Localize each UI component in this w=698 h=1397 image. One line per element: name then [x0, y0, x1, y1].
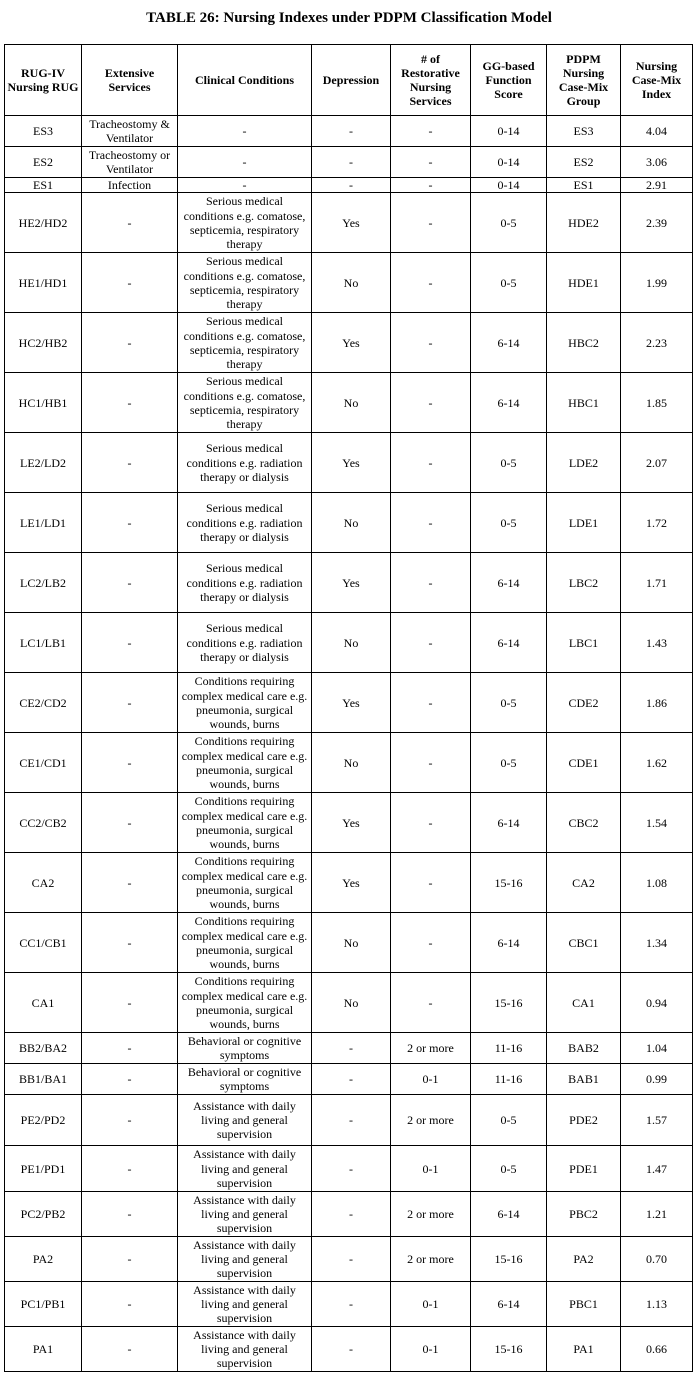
cmi-cell: 1.47: [621, 1146, 693, 1192]
col-header-clinical: Clinical Conditions: [178, 45, 312, 116]
rug-cell: CA2: [5, 853, 82, 913]
extensive-cell: -: [82, 733, 178, 793]
extensive-cell: Tracheostomy or Ventilator: [82, 147, 178, 178]
pdpm-group-cell: HBC2: [547, 313, 621, 373]
clinical-cell: -: [178, 147, 312, 178]
extensive-cell: -: [82, 1282, 178, 1327]
restorative-cell: -: [391, 673, 471, 733]
table-row: [5, 553, 693, 613]
depression-cell: Yes: [312, 853, 391, 913]
cmi-cell: 1.99: [621, 253, 693, 313]
restorative-cell: -: [391, 116, 471, 147]
rug-cell: CC2/CB2: [5, 793, 82, 853]
nursing-index-table: [4, 44, 693, 1372]
cmi-cell: 1.85: [621, 373, 693, 433]
extensive-cell: -: [82, 673, 178, 733]
table-row: [5, 1095, 693, 1146]
depression-cell: -: [312, 1064, 391, 1095]
rug-cell: PE2/PD2: [5, 1095, 82, 1146]
clinical-cell: Behavioral or cognitive symptoms: [178, 1064, 312, 1095]
extensive-cell: -: [82, 1327, 178, 1372]
depression-cell: -: [312, 1033, 391, 1064]
restorative-cell: -: [391, 313, 471, 373]
depression-cell: Yes: [312, 793, 391, 853]
function-score-cell: 0-14: [471, 116, 547, 147]
header-row: [5, 45, 693, 116]
cmi-cell: 1.72: [621, 493, 693, 553]
function-score-cell: 11-16: [471, 1064, 547, 1095]
cmi-cell: 0.66: [621, 1327, 693, 1372]
table-row: [5, 1146, 693, 1192]
cmi-cell: 1.86: [621, 673, 693, 733]
cmi-cell: 4.04: [621, 116, 693, 147]
depression-cell: -: [312, 1095, 391, 1146]
clinical-cell: Assistance with daily living and general supervision: [178, 1095, 312, 1146]
table-row: [5, 913, 693, 973]
function-score-cell: 0-5: [471, 1095, 547, 1146]
pdpm-group-cell: PA2: [547, 1237, 621, 1282]
clinical-cell: Serious medical conditions e.g. radiation therapy or dialysis: [178, 493, 312, 553]
extensive-cell: -: [82, 373, 178, 433]
rug-cell: LE1/LD1: [5, 493, 82, 553]
depression-cell: -: [312, 1192, 391, 1237]
extensive-cell: -: [82, 553, 178, 613]
pdpm-group-cell: LBC2: [547, 553, 621, 613]
rug-cell: PE1/PD1: [5, 1146, 82, 1192]
restorative-cell: 0-1: [391, 1146, 471, 1192]
clinical-cell: Serious medical conditions e.g. radiation therapy or dialysis: [178, 613, 312, 673]
cmi-cell: 2.07: [621, 433, 693, 493]
col-header-restorative: # of Restorative Nursing Services: [391, 45, 471, 116]
table-row: [5, 178, 693, 193]
function-score-cell: 15-16: [471, 1327, 547, 1372]
clinical-cell: Assistance with daily living and general supervision: [178, 1327, 312, 1372]
function-score-cell: 0-5: [471, 493, 547, 553]
clinical-cell: Serious medical conditions e.g. comatose, septicemia, respiratory therapy: [178, 253, 312, 313]
cmi-cell: 2.91: [621, 178, 693, 193]
function-score-cell: 6-14: [471, 553, 547, 613]
rug-cell: LE2/LD2: [5, 433, 82, 493]
depression-cell: No: [312, 733, 391, 793]
restorative-cell: -: [391, 793, 471, 853]
table-row: [5, 733, 693, 793]
restorative-cell: 2 or more: [391, 1237, 471, 1282]
table-row: [5, 433, 693, 493]
depression-cell: No: [312, 373, 391, 433]
function-score-cell: 6-14: [471, 373, 547, 433]
function-score-cell: 0-5: [471, 673, 547, 733]
depression-cell: -: [312, 178, 391, 193]
function-score-cell: 15-16: [471, 853, 547, 913]
table-row: [5, 253, 693, 313]
function-score-cell: 6-14: [471, 1282, 547, 1327]
rug-cell: CE1/CD1: [5, 733, 82, 793]
table-row: [5, 1192, 693, 1237]
extensive-cell: -: [82, 853, 178, 913]
col-header-pdpm-group: PDPM Nursing Case-Mix Group: [547, 45, 621, 116]
function-score-cell: 11-16: [471, 1033, 547, 1064]
cmi-cell: 0.70: [621, 1237, 693, 1282]
pdpm-group-cell: LBC1: [547, 613, 621, 673]
col-header-rug: RUG-IV Nursing RUG: [5, 45, 82, 116]
depression-cell: No: [312, 613, 391, 673]
restorative-cell: -: [391, 613, 471, 673]
pdpm-group-cell: ES2: [547, 147, 621, 178]
table-row: [5, 493, 693, 553]
clinical-cell: Conditions requiring complex medical care e.g. pneumonia, surgical wounds, burns: [178, 733, 312, 793]
table-title: TABLE 26: Nursing Indexes under PDPM Classification Model: [146, 10, 552, 26]
table-row: [5, 1237, 693, 1282]
depression-cell: No: [312, 253, 391, 313]
pdpm-group-cell: HDE1: [547, 253, 621, 313]
table-row: [5, 1282, 693, 1327]
cmi-cell: 1.13: [621, 1282, 693, 1327]
function-score-cell: 6-14: [471, 313, 547, 373]
clinical-cell: Assistance with daily living and general supervision: [178, 1146, 312, 1192]
rug-cell: LC1/LB1: [5, 613, 82, 673]
depression-cell: -: [312, 1327, 391, 1372]
function-score-cell: 0-5: [471, 1146, 547, 1192]
rug-cell: HE1/HD1: [5, 253, 82, 313]
pdpm-group-cell: PBC1: [547, 1282, 621, 1327]
function-score-cell: 15-16: [471, 973, 547, 1033]
restorative-cell: 2 or more: [391, 1033, 471, 1064]
rug-cell: HC2/HB2: [5, 313, 82, 373]
restorative-cell: -: [391, 733, 471, 793]
restorative-cell: 0-1: [391, 1282, 471, 1327]
table-row: [5, 793, 693, 853]
function-score-cell: 6-14: [471, 793, 547, 853]
extensive-cell: -: [82, 1237, 178, 1282]
depression-cell: Yes: [312, 313, 391, 373]
table-row: [5, 193, 693, 253]
function-score-cell: 0-5: [471, 433, 547, 493]
table-row: [5, 1064, 693, 1095]
extensive-cell: -: [82, 1146, 178, 1192]
extensive-cell: -: [82, 433, 178, 493]
cmi-cell: 1.43: [621, 613, 693, 673]
cmi-cell: 1.62: [621, 733, 693, 793]
extensive-cell: -: [82, 973, 178, 1033]
rug-cell: ES1: [5, 178, 82, 193]
depression-cell: Yes: [312, 433, 391, 493]
clinical-cell: Assistance with daily living and general supervision: [178, 1192, 312, 1237]
cmi-cell: 1.34: [621, 913, 693, 973]
cmi-cell: 1.57: [621, 1095, 693, 1146]
clinical-cell: Assistance with daily living and general supervision: [178, 1237, 312, 1282]
restorative-cell: -: [391, 493, 471, 553]
rug-cell: ES2: [5, 147, 82, 178]
restorative-cell: -: [391, 913, 471, 973]
function-score-cell: 0-5: [471, 193, 547, 253]
restorative-cell: 2 or more: [391, 1192, 471, 1237]
clinical-cell: Serious medical conditions e.g. radiation therapy or dialysis: [178, 433, 312, 493]
cmi-cell: 1.71: [621, 553, 693, 613]
restorative-cell: 0-1: [391, 1327, 471, 1372]
pdpm-group-cell: CA2: [547, 853, 621, 913]
extensive-cell: -: [82, 253, 178, 313]
table-row: [5, 973, 693, 1033]
rug-cell: HE2/HD2: [5, 193, 82, 253]
extensive-cell: -: [82, 1192, 178, 1237]
pdpm-group-cell: CBC2: [547, 793, 621, 853]
rug-cell: BB2/BA2: [5, 1033, 82, 1064]
rug-cell: LC2/LB2: [5, 553, 82, 613]
function-score-cell: 0-5: [471, 253, 547, 313]
pdpm-group-cell: LDE1: [547, 493, 621, 553]
rug-cell: PC2/PB2: [5, 1192, 82, 1237]
pdpm-group-cell: LDE2: [547, 433, 621, 493]
restorative-cell: -: [391, 973, 471, 1033]
depression-cell: Yes: [312, 193, 391, 253]
depression-cell: -: [312, 1146, 391, 1192]
cmi-cell: 1.21: [621, 1192, 693, 1237]
clinical-cell: Serious medical conditions e.g. comatose, septicemia, respiratory therapy: [178, 193, 312, 253]
pdpm-group-cell: CBC1: [547, 913, 621, 973]
table-row: [5, 116, 693, 147]
clinical-cell: Conditions requiring complex medical care e.g. pneumonia, surgical wounds, burns: [178, 913, 312, 973]
depression-cell: -: [312, 147, 391, 178]
extensive-cell: -: [82, 193, 178, 253]
depression-cell: No: [312, 973, 391, 1033]
pdpm-group-cell: PDE2: [547, 1095, 621, 1146]
depression-cell: -: [312, 116, 391, 147]
clinical-cell: Conditions requiring complex medical care e.g. pneumonia, surgical wounds, burns: [178, 853, 312, 913]
depression-cell: -: [312, 1237, 391, 1282]
clinical-cell: Serious medical conditions e.g. radiation therapy or dialysis: [178, 553, 312, 613]
restorative-cell: -: [391, 373, 471, 433]
table-row: [5, 313, 693, 373]
extensive-cell: -: [82, 1095, 178, 1146]
table-row: [5, 1327, 693, 1372]
clinical-cell: Conditions requiring complex medical care e.g. pneumonia, surgical wounds, burns: [178, 793, 312, 853]
extensive-cell: Infection: [82, 178, 178, 193]
pdpm-group-cell: BAB2: [547, 1033, 621, 1064]
function-score-cell: 6-14: [471, 613, 547, 673]
pdpm-group-cell: ES1: [547, 178, 621, 193]
depression-cell: No: [312, 913, 391, 973]
rug-cell: CC1/CB1: [5, 913, 82, 973]
cmi-cell: 2.23: [621, 313, 693, 373]
function-score-cell: 0-14: [471, 147, 547, 178]
pdpm-group-cell: CDE2: [547, 673, 621, 733]
pdpm-group-cell: PA1: [547, 1327, 621, 1372]
rug-cell: CA1: [5, 973, 82, 1033]
restorative-cell: -: [391, 853, 471, 913]
clinical-cell: Serious medical conditions e.g. comatose, septicemia, respiratory therapy: [178, 313, 312, 373]
function-score-cell: 6-14: [471, 913, 547, 973]
rug-cell: ES3: [5, 116, 82, 147]
pdpm-group-cell: PBC2: [547, 1192, 621, 1237]
table-row: [5, 613, 693, 673]
rug-cell: PC1/PB1: [5, 1282, 82, 1327]
rug-cell: CE2/CD2: [5, 673, 82, 733]
cmi-cell: 2.39: [621, 193, 693, 253]
cmi-cell: 3.06: [621, 147, 693, 178]
extensive-cell: -: [82, 913, 178, 973]
restorative-cell: 0-1: [391, 1064, 471, 1095]
restorative-cell: -: [391, 193, 471, 253]
depression-cell: -: [312, 1282, 391, 1327]
pdpm-group-cell: ES3: [547, 116, 621, 147]
cmi-cell: 0.99: [621, 1064, 693, 1095]
depression-cell: Yes: [312, 553, 391, 613]
restorative-cell: -: [391, 178, 471, 193]
pdpm-group-cell: PDE1: [547, 1146, 621, 1192]
clinical-cell: -: [178, 178, 312, 193]
restorative-cell: -: [391, 253, 471, 313]
pdpm-group-cell: HDE2: [547, 193, 621, 253]
clinical-cell: Serious medical conditions e.g. comatose, septicemia, respiratory therapy: [178, 373, 312, 433]
col-header-cmi: Nursing Case-Mix Index: [621, 45, 693, 116]
rug-cell: HC1/HB1: [5, 373, 82, 433]
cmi-cell: 1.54: [621, 793, 693, 853]
table-row: [5, 147, 693, 178]
depression-cell: No: [312, 493, 391, 553]
col-header-extensive: Extensive Services: [82, 45, 178, 116]
restorative-cell: -: [391, 433, 471, 493]
clinical-cell: -: [178, 116, 312, 147]
table-row: [5, 373, 693, 433]
restorative-cell: 2 or more: [391, 1095, 471, 1146]
pdpm-group-cell: BAB1: [547, 1064, 621, 1095]
extensive-cell: -: [82, 1033, 178, 1064]
extensive-cell: -: [82, 493, 178, 553]
function-score-cell: 0-14: [471, 178, 547, 193]
rug-cell: PA1: [5, 1327, 82, 1372]
cmi-cell: 0.94: [621, 973, 693, 1033]
clinical-cell: Assistance with daily living and general supervision: [178, 1282, 312, 1327]
table-row: [5, 673, 693, 733]
extensive-cell: -: [82, 313, 178, 373]
restorative-cell: -: [391, 553, 471, 613]
extensive-cell: -: [82, 793, 178, 853]
extensive-cell: -: [82, 1064, 178, 1095]
clinical-cell: Behavioral or cognitive symptoms: [178, 1033, 312, 1064]
restorative-cell: -: [391, 147, 471, 178]
extensive-cell: Tracheostomy & Ventilator: [82, 116, 178, 147]
pdpm-group-cell: CA1: [547, 973, 621, 1033]
function-score-cell: 0-5: [471, 733, 547, 793]
cmi-cell: 1.08: [621, 853, 693, 913]
pdpm-group-cell: CDE1: [547, 733, 621, 793]
depression-cell: Yes: [312, 673, 391, 733]
cmi-cell: 1.04: [621, 1033, 693, 1064]
col-header-function-score: GG-based Function Score: [471, 45, 547, 116]
pdpm-group-cell: HBC1: [547, 373, 621, 433]
table-row: [5, 853, 693, 913]
clinical-cell: Conditions requiring complex medical care e.g. pneumonia, surgical wounds, burns: [178, 673, 312, 733]
function-score-cell: 15-16: [471, 1237, 547, 1282]
col-header-depression: Depression: [312, 45, 391, 116]
rug-cell: BB1/BA1: [5, 1064, 82, 1095]
table-row: [5, 1033, 693, 1064]
extensive-cell: -: [82, 613, 178, 673]
rug-cell: PA2: [5, 1237, 82, 1282]
function-score-cell: 6-14: [471, 1192, 547, 1237]
clinical-cell: Conditions requiring complex medical care e.g. pneumonia, surgical wounds, burns: [178, 973, 312, 1033]
